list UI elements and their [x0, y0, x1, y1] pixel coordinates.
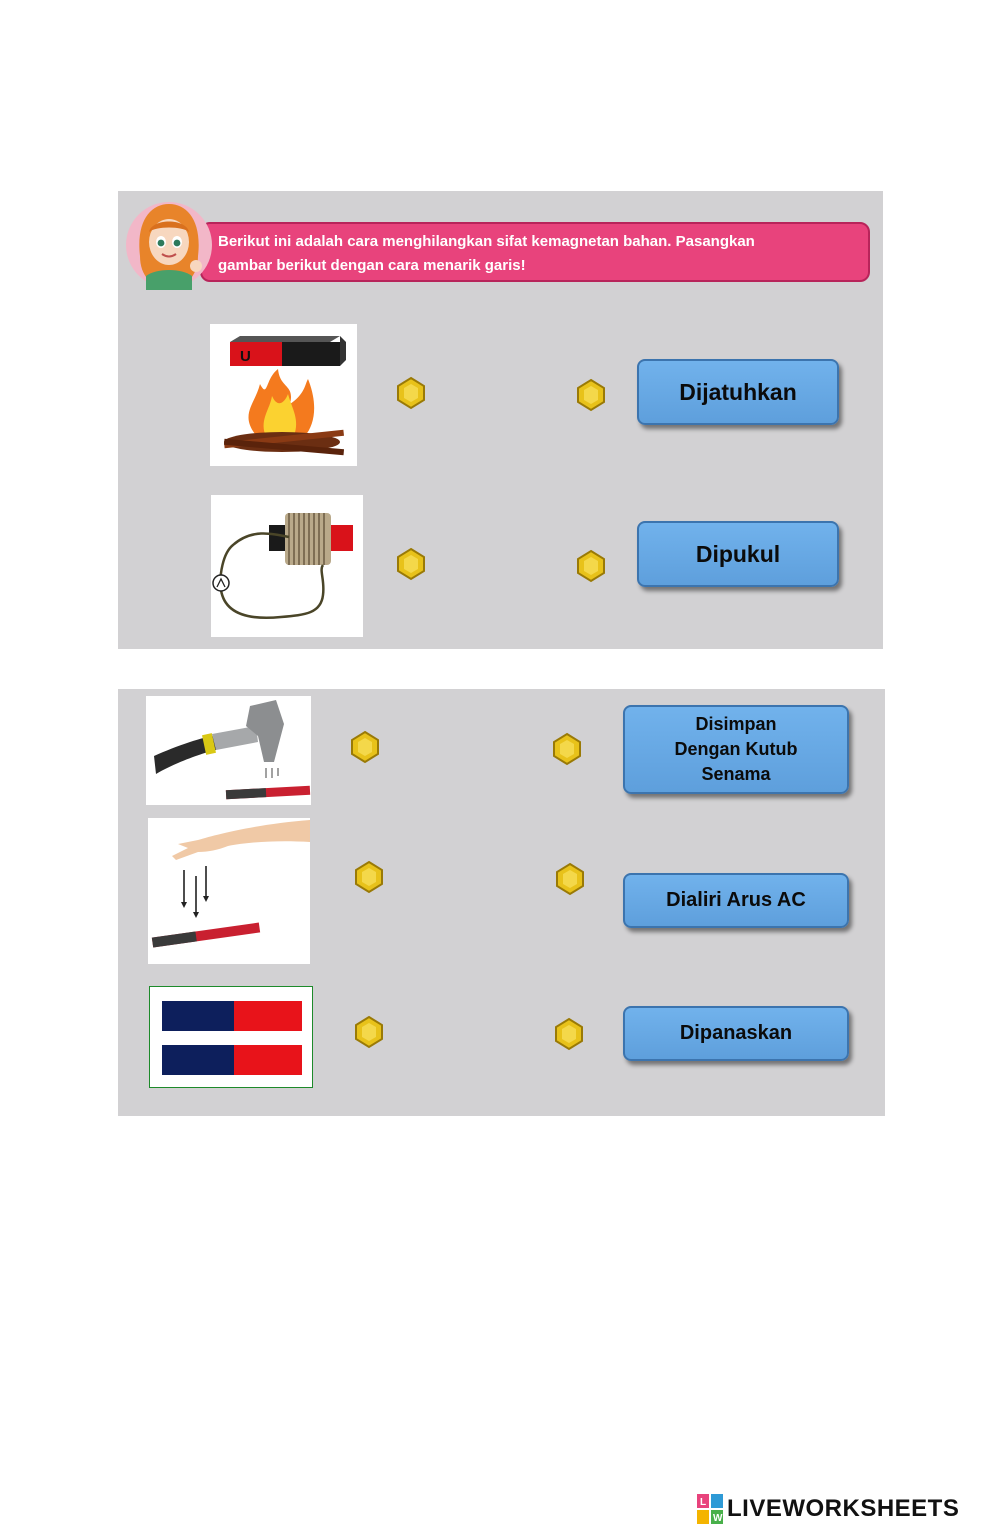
instruction-line-2: gambar berikut dengan cara menarik garis!: [218, 257, 526, 274]
fire-magnet-icon: [210, 324, 357, 466]
liveworksheets-badge-icon: [697, 1494, 723, 1524]
match-dot-right-2[interactable]: [576, 549, 606, 583]
answer-label-2: Dipukul: [695, 540, 781, 567]
image-magnet-heated: [210, 324, 357, 466]
match-dot-left-4[interactable]: [354, 860, 384, 894]
hand-dropping-magnet-icon: [148, 818, 310, 964]
answer-button-3[interactable]: [623, 705, 849, 794]
image-magnet-dropped: [148, 818, 310, 964]
match-dot-left-5[interactable]: [354, 1015, 384, 1049]
liveworksheets-logo: [697, 1492, 959, 1526]
answer-label-5: Dipanaskan: [679, 1022, 793, 1044]
answer-button-4[interactable]: [623, 873, 849, 928]
match-dot-right-5[interactable]: [554, 1017, 584, 1051]
image-magnet-hammered: [146, 696, 311, 805]
match-dot-right-1[interactable]: [576, 378, 606, 412]
answer-button-1[interactable]: [637, 359, 839, 425]
answer-label-3-line-1: Disimpan: [695, 714, 777, 734]
image-magnet-coil: [211, 495, 363, 637]
answer-label-3-line-2: Dengan Kutub: [674, 739, 798, 759]
hammer-magnet-icon: [146, 696, 311, 805]
magnet-pole-label: U: [240, 348, 251, 365]
match-dot-left-2[interactable]: [396, 547, 426, 581]
answer-button-2[interactable]: [637, 521, 839, 587]
image-two-bar-magnets: [149, 986, 313, 1088]
answer-label-4: Dialiri Arus AC: [666, 889, 806, 911]
coil-magnet-icon: [211, 495, 363, 637]
match-dot-right-4[interactable]: [555, 862, 585, 896]
match-dot-left-1[interactable]: [396, 376, 426, 410]
instruction-banner: [200, 222, 870, 282]
girl-avatar-icon: [126, 198, 212, 292]
badge-letter-w: W: [713, 1513, 723, 1524]
match-dot-right-3[interactable]: [552, 732, 582, 766]
badge-letter-l: L: [700, 1497, 707, 1508]
answer-label-3-line-3: Senama: [701, 764, 771, 784]
bar-magnets-icon: [150, 987, 312, 1087]
match-dot-left-3[interactable]: [350, 730, 380, 764]
instruction-line-1: Berikut ini adalah cara menghilangkan sifat kemagnetan bahan. Pasangkan: [218, 233, 755, 250]
answer-label-1: Dijatuhkan: [679, 378, 797, 405]
liveworksheets-wordmark: LIVEWORKSHEETS: [727, 1495, 960, 1522]
answer-button-5[interactable]: [623, 1006, 849, 1061]
